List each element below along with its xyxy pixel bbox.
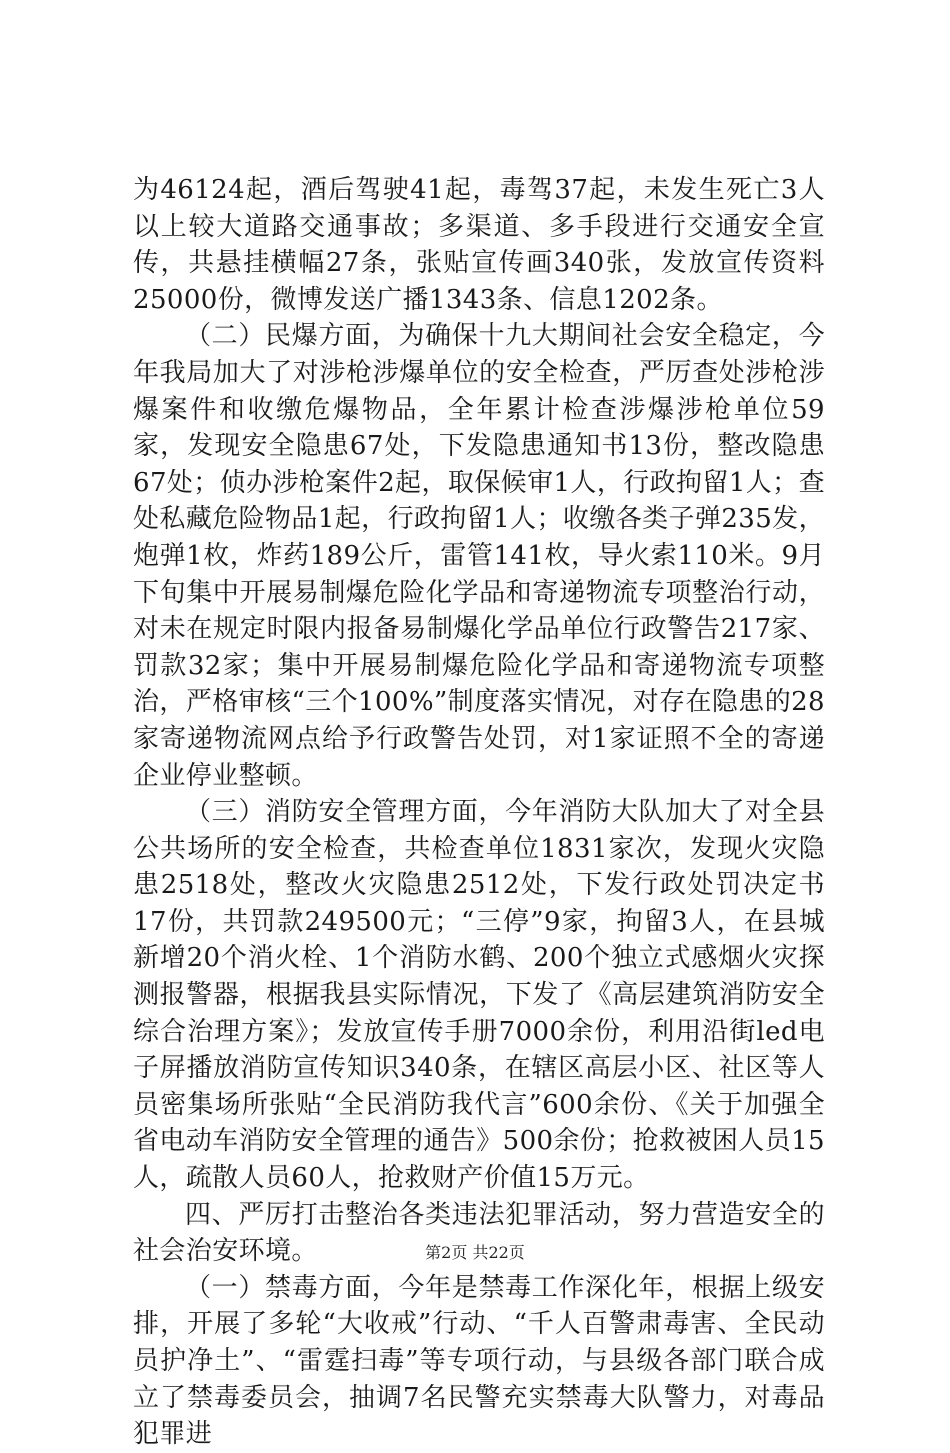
section-heading-four: 四、严厉打击整治各类违法犯罪活动，努力营造安全的社会治安环境。 (133, 1199, 825, 1267)
paragraph-anti-drug: （一）禁毒方面，今年是禁毒工作深化年，根据上级安排，开展了多轮“大收戒”行动、“千人百警肃毒害、全民动员护净土”、“雷霆扫毒”等专项行动，与县级各部门联合成立了禁毒委员会，抽调7名民警充实禁毒大队警力，对毒品犯罪进 (133, 1272, 825, 1450)
paragraph-fire-safety: （三）消防安全管理方面，今年消防大队加大了对全县公共场所的安全检查，共检查单位1831家次，发现火灾隐患2518处，整改火灾隐患2512处，下发行政处罚决定书17份，共罚款249500元；“三停”9家，拘留3人，在县城新增20个消火栓、1个消防水鹤、200个独立式感烟火灾探测报警器，根据我县实际情况，下发了《高层建筑消防安全综合治理方案》；发放宣传手册7000余份，利用沿街led电子屏播放消防宣传知识340条，在辖区高层小区、社区等人员密集场所张贴“全民消防我代言”600余份、《关于加强全省电动车消防安全管理的通告》500余份；抢救被困人员15人，疏散人员60人，抢救财产价值15万元。 (133, 797, 825, 1194)
paragraph-explosives: （二）民爆方面，为确保十九大期间社会安全稳定，今年我局加大了对涉枪涉爆单位的安全检查，严厉查处涉枪涉爆案件和收缴危爆物品，全年累计检查涉爆涉枪单位59家，发现安全隐患67处，下发隐患通知书13份，整改隐患67处；侦办涉枪案件2起，取保候审1人，行政拘留1人；查处私藏危险物品1起，行政拘留1人；收缴各类子弹235发，炮弹1枚，炸药189公斤，雷管141枚，导火索110米。9月下旬集中开展易制爆危险化学品和寄递物流专项整治行动，对未在规定时限内报备易制爆化学品单位行政警告217家、罚款32家；集中开展易制爆危险化学品和寄递物流专项整治，严格审核“三个100%”制度落实情况，对存在隐患的28家寄递物流网点给予行政警告处罚，对1家证照不全的寄递企业停业整顿。 (133, 321, 825, 791)
paragraph-traffic-continued: 为46124起，酒后驾驶41起，毒驾37起，未发生死亡3人以上较大道路交通事故；多渠道、多手段进行交通安全宣传，共悬挂横幅27条，张贴宣传画340张，发放宣传资料25000份，微博发送广播1343条、信息1202条。 (133, 175, 825, 315)
page-number-footer: 第2页 共22页 (425, 1243, 525, 1262)
